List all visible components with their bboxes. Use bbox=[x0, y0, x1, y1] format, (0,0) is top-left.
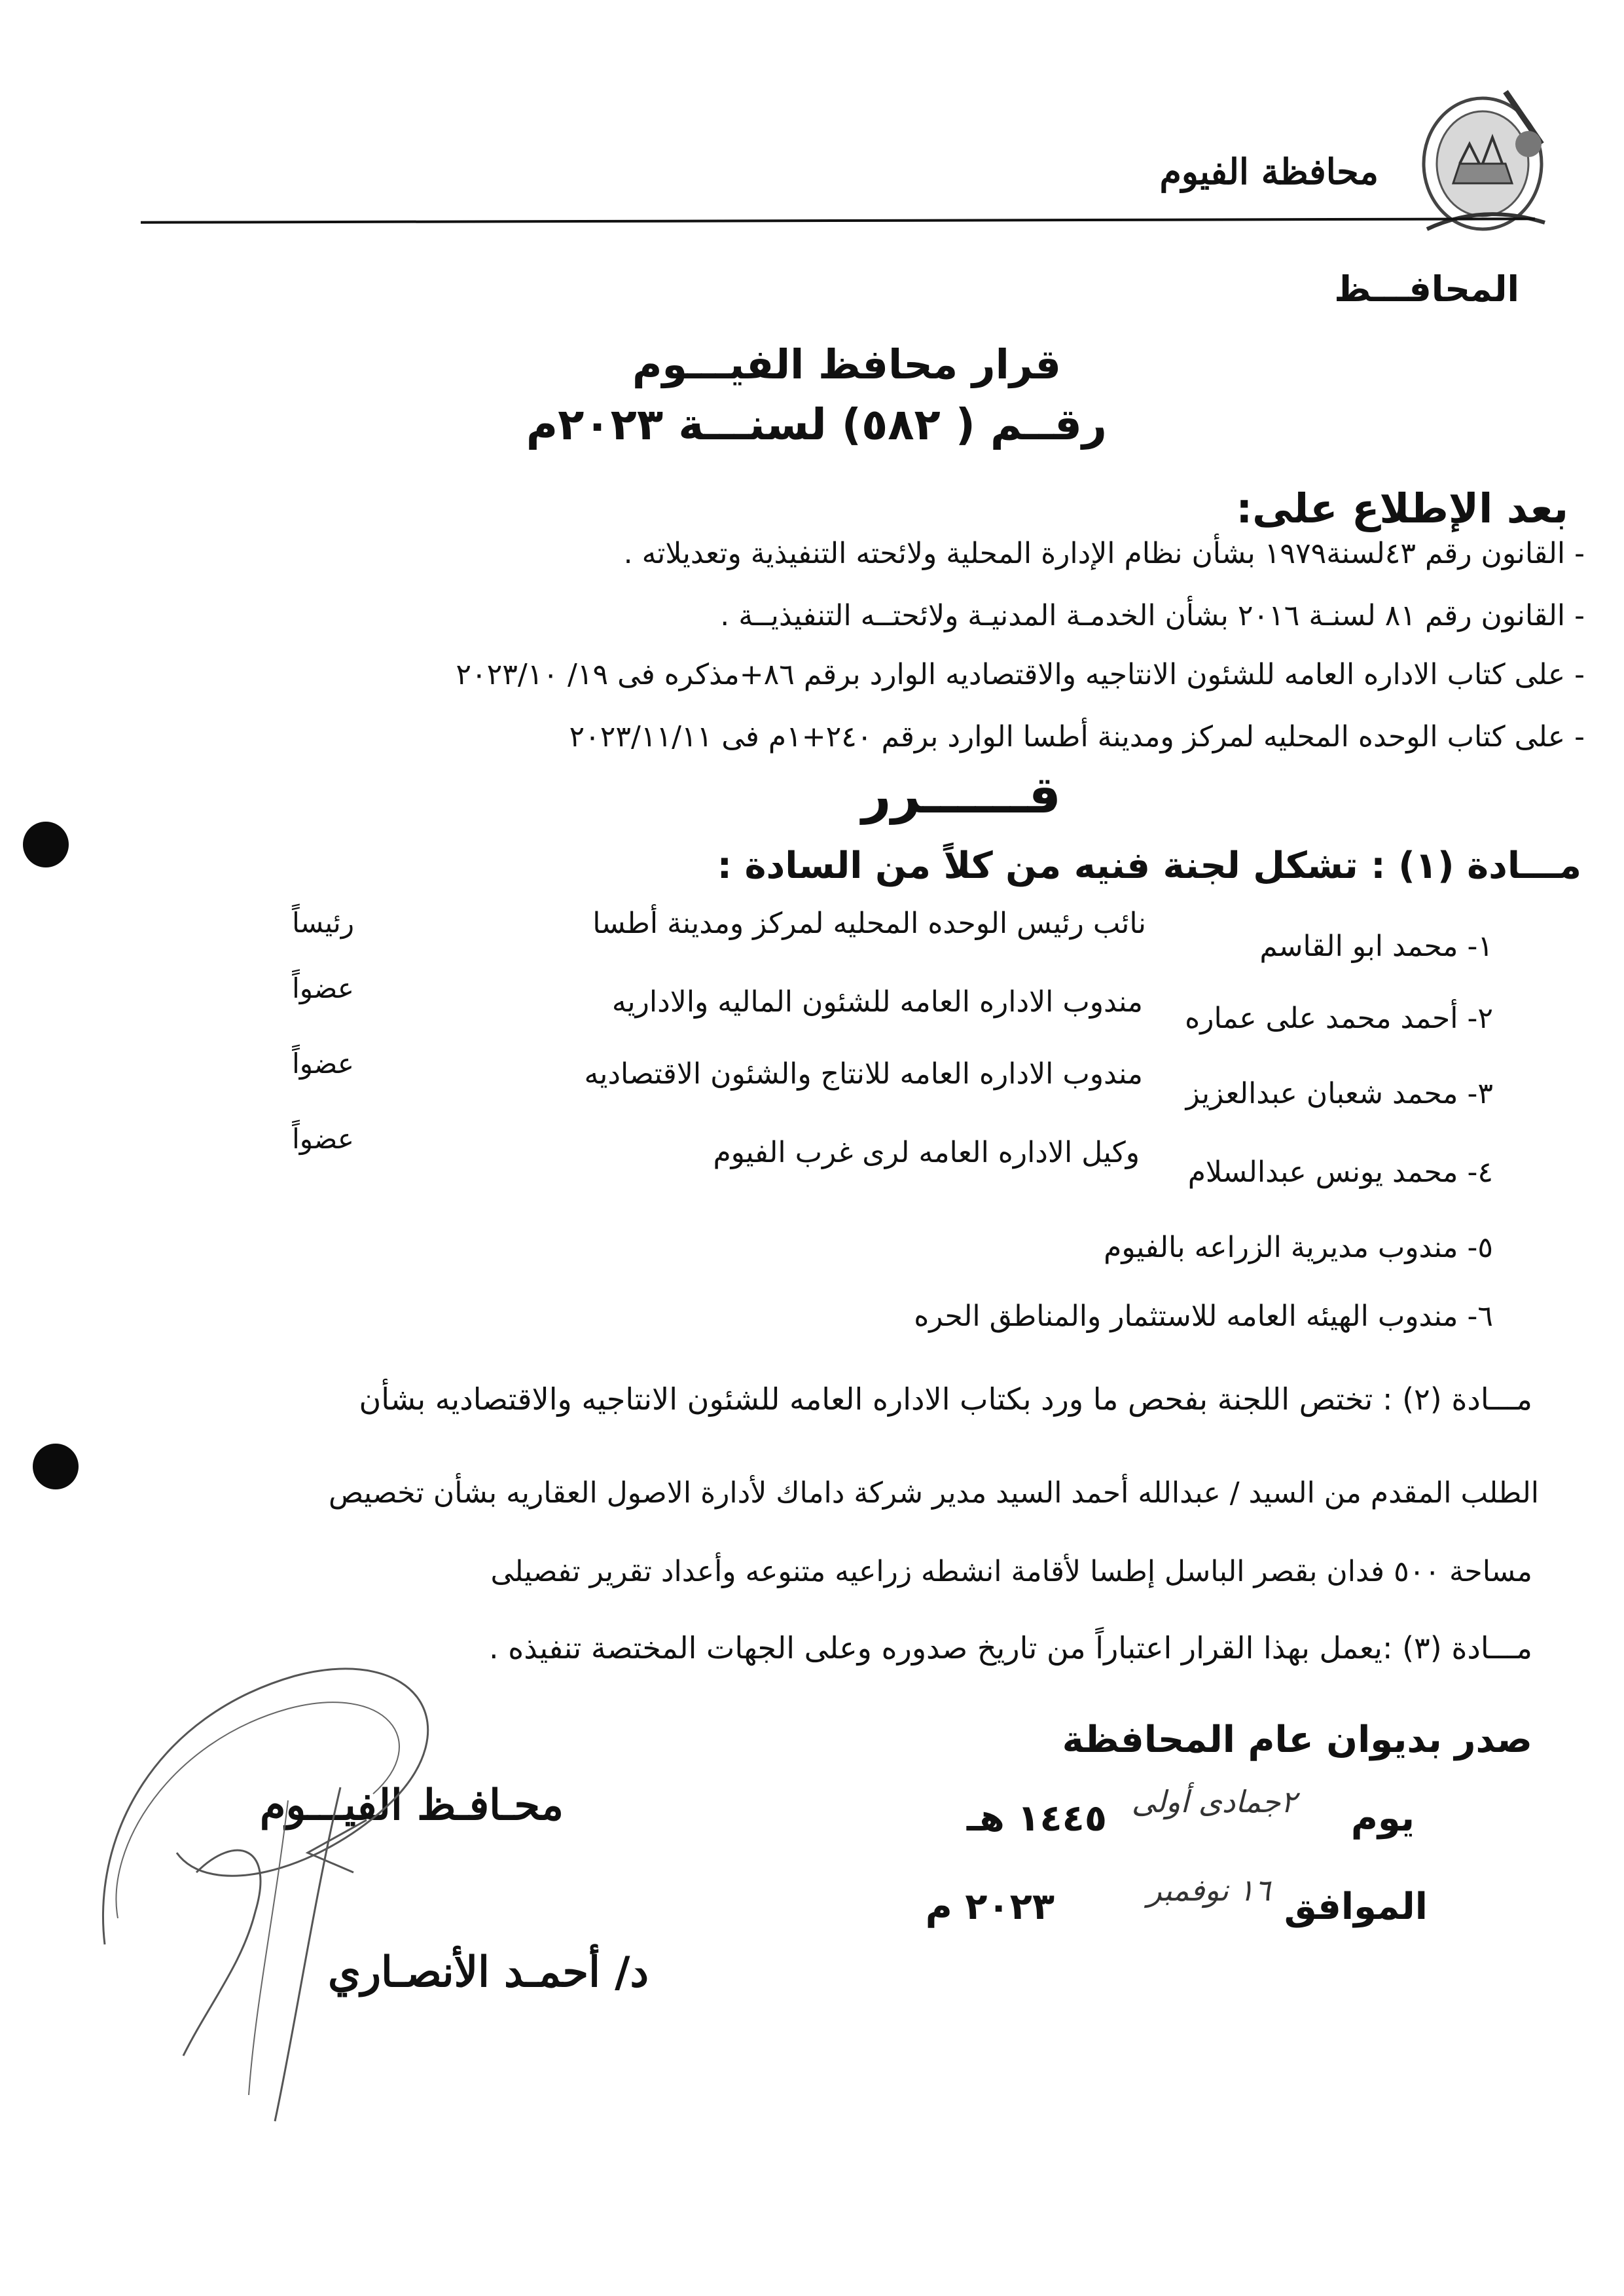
preamble-item: - القانون رقم ٨١ لسنـة ٢٠١٦ بشأن الخدمـة المدنيـة ولائحتــه التنفيذيــة . bbox=[720, 599, 1585, 632]
member-status: عضواً bbox=[292, 1048, 354, 1080]
member-name: ٦- مندوب الهيئه العامه للاستثمار والمناطق الحره bbox=[914, 1300, 1493, 1333]
article-3: مـــادة (٣) :يعمل بهذا القرار اعتباراً من تاريخ صدوره وعلى الجهات المختصة تنفيذه . bbox=[488, 1630, 1532, 1666]
article-1-heading: مـــادة (١) : تشكل لجنة فنيه من كلاً من السادة : bbox=[717, 845, 1581, 887]
decided-heading: قــــــرر bbox=[861, 766, 1061, 825]
gregorian-date-suffix: ٢٠٢٣ م bbox=[925, 1886, 1055, 1928]
member-status: عضواً bbox=[292, 1123, 354, 1155]
member-name: ٢- أحمد محمد على عماره bbox=[1185, 1002, 1493, 1035]
gregorian-date-prefix: الموافق bbox=[1284, 1886, 1428, 1928]
member-name: ٥- مندوب مديرية الزراعه بالفيوم bbox=[1104, 1231, 1493, 1264]
decision-number: رقــم ( ٥٨٢) لسنـــة ٢٠٢٣م bbox=[526, 399, 1107, 450]
preamble-item: - القانون رقم ٤٣لسنة١٩٧٩ بشأن نظام الإدارة المحلية ولائحته التنفيذية وتعديلاته . bbox=[623, 537, 1585, 570]
governorate-emblem bbox=[1407, 65, 1558, 249]
member-status: عضواً bbox=[292, 972, 354, 1004]
preamble-item: - على كتاب الوحده المحليه لمركز ومدينة أطسا الوارد برقم ٢٤٠+١م فى ٢٠٢٣/١١/١١ bbox=[569, 720, 1585, 754]
member-name: ٣- محمد شعبان عبدالعزيز bbox=[1185, 1077, 1493, 1110]
hijri-date-suffix: ١٤٤٥ هـ bbox=[966, 1797, 1107, 1840]
member-role: مندوب الاداره العامه للشئون الماليه والاداريه bbox=[611, 985, 1143, 1019]
punch-hole bbox=[23, 822, 69, 867]
article-2-line: الطلب المقدم من السيد / عبدالله أحمد السيد مدير شركة داماك لأدارة الاصول العقاريه بشأن تخصيص bbox=[328, 1476, 1539, 1510]
gregorian-date-handwritten: ١٦ نوفمبر bbox=[1147, 1872, 1271, 1908]
punch-hole bbox=[33, 1444, 79, 1489]
member-status: رئيساً bbox=[292, 907, 354, 939]
decision-title: قرار محافظ الفيـــوم bbox=[632, 340, 1061, 388]
member-role: نائب رئيس الوحده المحليه لمركز ومدينة أطسا bbox=[592, 907, 1146, 940]
governorate-name: محافظة الفيوم bbox=[1159, 151, 1379, 192]
hijri-date-prefix: يوم bbox=[1350, 1797, 1415, 1840]
article-2-line: مـــادة (٢) : تختص اللجنة بفحص ما ورد بكتاب الاداره العامه للشئون الانتاجيه والاقتصاديه بشأن bbox=[359, 1381, 1532, 1417]
issued-place: صدر بديوان عام المحافظة bbox=[1062, 1719, 1532, 1761]
member-role: مندوب الاداره العامه للانتاج والشئون الاقتصاديه bbox=[584, 1057, 1143, 1091]
member-role: وكيل الاداره العامه لرى غرب الفيوم bbox=[713, 1136, 1140, 1169]
office-label: المحافـــظ bbox=[1334, 268, 1519, 310]
member-name: ٤- محمد يونس عبدالسلام bbox=[1187, 1156, 1493, 1189]
signatory-name: د/ أحمـد الأنصـاري bbox=[328, 1948, 649, 1997]
header-rule bbox=[141, 217, 1535, 224]
handwritten-signature bbox=[79, 1637, 537, 2134]
member-name: ١- محمد ابو القاسم bbox=[1259, 930, 1493, 963]
hijri-date-handwritten: ٢جمادى أولى bbox=[1131, 1784, 1297, 1819]
signatory-title: محـافـظ الفيـــوم bbox=[259, 1781, 564, 1830]
preamble-item: - على كتاب الاداره العامه للشئون الانتاجيه والاقتصاديه الوارد برقم ٨٦+مذكره فى ١٩/ ٢٠٢٣/١٠ bbox=[456, 658, 1585, 691]
preamble-heading: بعد الإطلاع على: bbox=[1236, 484, 1568, 532]
article-2-line: مساحة ٥٠٠ فدان بقصر الباسل إطسا لأقامة انشطه زراعيه متنوعه وأعداد تقرير تفصيلى bbox=[490, 1555, 1532, 1588]
